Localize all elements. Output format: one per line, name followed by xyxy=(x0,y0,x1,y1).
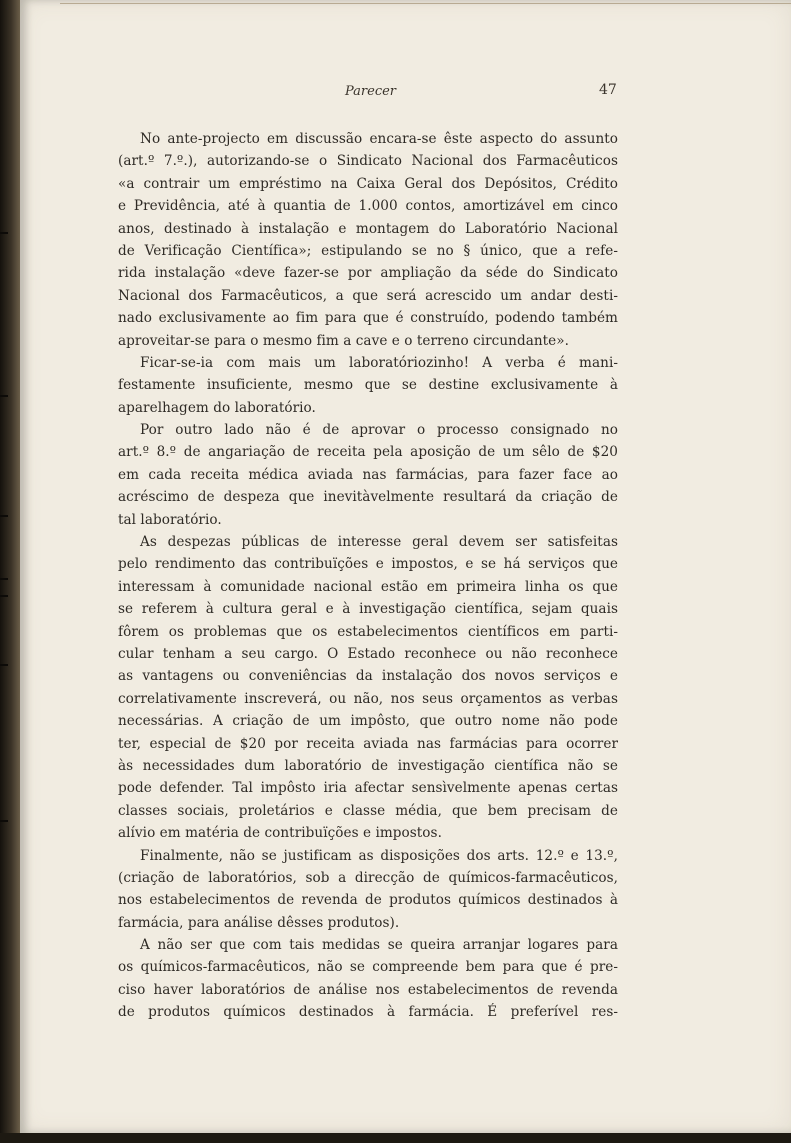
body-text xyxy=(118,128,618,1024)
text-line: art.º 8.º de angariação de receita pela aposição de um sêlo de $20 xyxy=(118,444,618,461)
book-page xyxy=(20,0,791,1133)
text-line: tal laboratório. xyxy=(118,511,222,528)
margin-mark xyxy=(0,232,8,234)
margin-mark xyxy=(0,820,8,822)
text-line: nos estabelecimentos de revenda de produtos químicos destinados à xyxy=(118,892,618,909)
text-line: A não ser que com tais medidas se queira arranjar logares para xyxy=(140,937,618,954)
text-line: Nacional dos Farmacêuticos, a que será acrescido um andar desti- xyxy=(118,287,618,304)
text-line: (criação de laboratórios, sob a direcção de químicos-farmacêuticos, xyxy=(118,869,618,886)
text-line: interessam à comunidade nacional estão em primeira linha os que xyxy=(118,578,618,595)
text-line: festamente insuficiente, mesmo que se destine exclusivamente à xyxy=(118,377,618,394)
text-line: se referem à cultura geral e à investigação científica, sejam quais xyxy=(118,601,618,618)
text-line: Finalmente, não se justificam as disposições dos arts. 12.º e 13.º, xyxy=(140,847,618,864)
text-line: cular tenham a seu cargo. O Estado reconhece ou não reconhece xyxy=(118,645,618,662)
running-title: Parecer xyxy=(345,84,397,99)
text-line: pode defender. Tal impôsto iria afectar sensìvelmente apenas certas xyxy=(118,780,618,797)
text-line: aproveitar-se para o mesmo fim a cave e o terreno circundante». xyxy=(118,332,569,349)
text-line: os químicos-farmacêuticos, não se compreende bem para que é pre- xyxy=(118,959,618,976)
text-line: rida instalação «deve fazer-se por ampliação da séde do Sindicato xyxy=(118,265,618,282)
text-line: e Previdência, até à quantia de 1.000 contos, amortizável em cinco xyxy=(118,198,618,215)
margin-mark xyxy=(0,595,8,597)
margin-mark xyxy=(0,395,8,397)
text-line: necessárias. A criação de um impôsto, que outro nome não pode xyxy=(118,713,618,730)
running-head xyxy=(20,82,791,104)
text-line: Ficar-se-ia com mais um laboratóriozinho! A verba é mani- xyxy=(140,354,618,371)
text-line: pelo rendimento das contribuïções e impostos, e se há serviços que xyxy=(118,556,618,573)
text-line: nado exclusivamente ao fim para que é construído, podendo também xyxy=(118,310,618,327)
text-line: «a contrair um empréstimo na Caixa Geral dos Depósitos, Crédito xyxy=(118,175,618,192)
book-spine-shadow xyxy=(0,0,20,1143)
text-line: Por outro lado não é de aprovar o processo consignado no xyxy=(140,422,618,439)
text-line: ter, especial de $20 por receita aviada nas farmácias para ocorrer xyxy=(118,735,618,752)
text-line: aparelhagem do laboratório. xyxy=(118,399,316,416)
text-line: acréscimo de despeza que inevitàvelmente resultará da criação de xyxy=(118,489,618,506)
text-line: em cada receita médica aviada nas farmácias, para fazer face ao xyxy=(118,466,618,483)
text-line: farmácia, para análise dêsses produtos). xyxy=(118,914,400,931)
page-top-edge xyxy=(60,3,791,4)
text-line: as vantagens ou conveniências da instalação dos novos serviços e xyxy=(118,668,618,685)
text-line: (art.º 7.º.), autorizando-se o Sindicato Nacional dos Farmacêuticos xyxy=(118,153,618,170)
text-line: fôrem os problemas que os estabelecimentos científicos em parti- xyxy=(118,623,618,640)
text-line: correlativamente inscreverá, ou não, nos seus orçamentos as verbas xyxy=(118,690,618,707)
text-line: No ante-projecto em discussão encara-se êste aspecto do assunto xyxy=(140,131,618,147)
text-line: As despezas públicas de interesse geral devem ser satisfeitas xyxy=(140,534,618,551)
text-line: às necessidades dum laboratório de investigação científica não se xyxy=(118,757,618,774)
text-line: de Verificação Científica»; estipulando se no § único, que a refe- xyxy=(118,242,618,259)
text-line: classes sociais, proletários e classe média, que bem precisam de xyxy=(118,802,618,819)
page-number: 47 xyxy=(599,82,617,98)
margin-mark xyxy=(0,664,8,666)
margin-mark xyxy=(0,515,8,517)
text-line: anos, destinado à instalação e montagem do Laboratório Nacional xyxy=(118,220,618,237)
margin-mark xyxy=(0,578,8,580)
page-bottom-edge xyxy=(0,1133,791,1143)
text-line: de produtos químicos destinados à farmácia. É preferível res- xyxy=(118,1004,618,1021)
text-line: ciso haver laboratórios de análise nos estabelecimentos de revenda xyxy=(118,981,618,998)
text-line: alívio em matéria de contribuïções e impostos. xyxy=(118,825,442,842)
